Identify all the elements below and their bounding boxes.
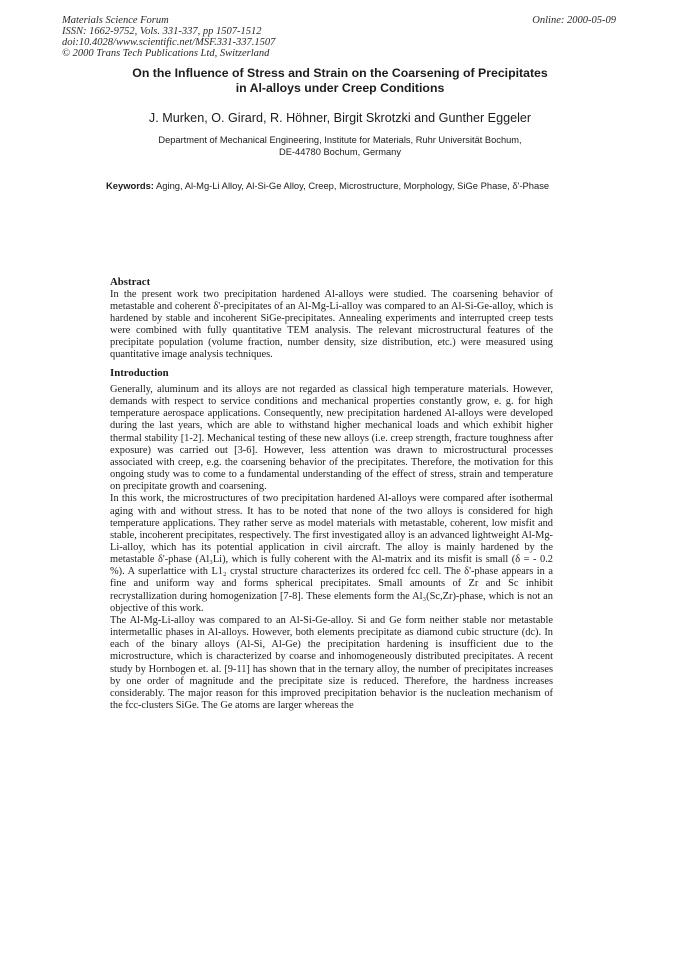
journal-name: Materials Science Forum bbox=[62, 15, 169, 26]
intro-paragraph-3: The Al-Mg-Li-alloy was compared to an Al-Si-Ge-alloy. Si and Ge form neither stable nor metastable intermetallic phases in Al-alloys. However, both elements precipitate as diamond cubic structure (dc). In each of the binary alloys (Al-Si, Al-Ge) the precipitation hardening is insufficient due to the microstructure, which is characterized by coarse and inhomogeneously distributed precipitates. A recent study by Hornbogen et. al. [9-11] has shown that in the ternary alloy, the number of precipitates increases by one order of magnitude and the precipitate size is reduced. Therefore, the hardness increases considerably. The major reason for this improved precipitation behavior is the nucleation mechanism of the fcc-clusters SiGe. The Ge atoms are larger whereas the bbox=[110, 614, 553, 711]
paper-body bbox=[110, 276, 553, 712]
abstract-text: In the present work two precipitation hardened Al-alloys were studied. The coarsening behavior of metastable and coherent δ'-precipitates of an Al-Mg-Li-alloy was compared to an Al-Si-Ge-alloy, which is hardened by stable and incoherent SiGe-precipitates. Annealing experiments and interrupted creep tests were combined with fully quantitative TEM analysis. The relevant microstructural features of the precipitate population (volume fraction, number density, size distribution, etc.) were measured using quantitative image analysis techniques. bbox=[110, 288, 553, 361]
affiliation-line-2: DE-44780 Bochum, Germany bbox=[279, 147, 401, 157]
title-line-1: On the Influence of Stress and Strain on the Coarsening of Precipitates bbox=[132, 66, 548, 80]
affiliation-line-1: Department of Mechanical Engineering, Institute for Materials, Ruhr Universität Bochum, bbox=[158, 135, 522, 145]
copyright-line: © 2000 Trans Tech Publications Ltd, Switzerland bbox=[62, 48, 270, 59]
author-list: J. Murken, O. Girard, R. Höhner, Birgit Skrotzki and Gunther Eggeler bbox=[148, 111, 532, 125]
affiliation bbox=[80, 134, 600, 158]
doi-line: doi:10.4028/www.scientific.net/MSF.331-337.1507 bbox=[62, 37, 276, 48]
title-line-2: in Al-alloys under Creep Conditions bbox=[235, 81, 445, 95]
keywords-label: Keywords: bbox=[106, 180, 154, 191]
issn-line: ISSN: 1662-9752, Vols. 331-337, pp 1507-1512 bbox=[62, 26, 262, 37]
keywords bbox=[106, 180, 566, 192]
introduction-heading: Introduction bbox=[110, 367, 169, 380]
keywords-text: Aging, Al-Mg-Li Alloy, Al-Si-Ge Alloy, Creep, Microstructure, Morphology, SiGe Phase, δ'-Phase bbox=[156, 180, 550, 191]
online-date: Online: 2000-05-09 bbox=[532, 15, 616, 26]
journal-header bbox=[62, 15, 275, 59]
abstract-heading: Abstract bbox=[110, 276, 151, 288]
intro-paragraph-2: In this work, the microstructures of two precipitation hardened Al-alloys were compared after isothermal aging with and without stress. It has to be noted that none of the two alloys is considered for high temperature applications. They rather serve as model materials with metastable, coherent, low misfit and stable, incoherent precipitates, respectively. The first investigated alloy is an advanced lightweight Al-Mg-Li-alloy, which has its potential application in civil aircraft. The alloy is mainly hardened by the metastable δ'-phase (Al₃Li), which is fully coherent with the Al-matrix and its misfit is small (δ = - 0.2 %). A superlattice with L1₂ crystal structure characterizes its ordered fcc cell. The δ'-phase appears in a fine and uniform way and forms spherical precipitates. Small amounts of Zr and Sc inhibit recrystallization during homogenization [7-8]. These elements form the Al₃(Sc,Zr)-phase, which is not an objective of this work. bbox=[110, 493, 553, 614]
intro-paragraph-1: Generally, aluminum and its alloys are not regarded as classical high temperature materials. However, demands with respect to service conditions and mechanical properties constantly grow, e. g. for high temperature aerospace applications. Consequently, new precipitation hardened Al-alloys were developed during the last years, which are able to withstand higher mechanical loads and which exhibit higher thermal stability [1-2]. Mechanical testing of these new alloys (i.e. creep strength, fracture toughness after exposure) was carried out [3-6]. However, less attention was drawn to microstructural processes associated with creep, e.g. the coarsening behavior of the precipitates. Therefore, the motivation for this ongoing study was to come to a fundamental understanding of the effect of stress, strain and temperature on precipitate growth and coarsening. bbox=[110, 383, 553, 493]
paper-title bbox=[70, 66, 610, 96]
